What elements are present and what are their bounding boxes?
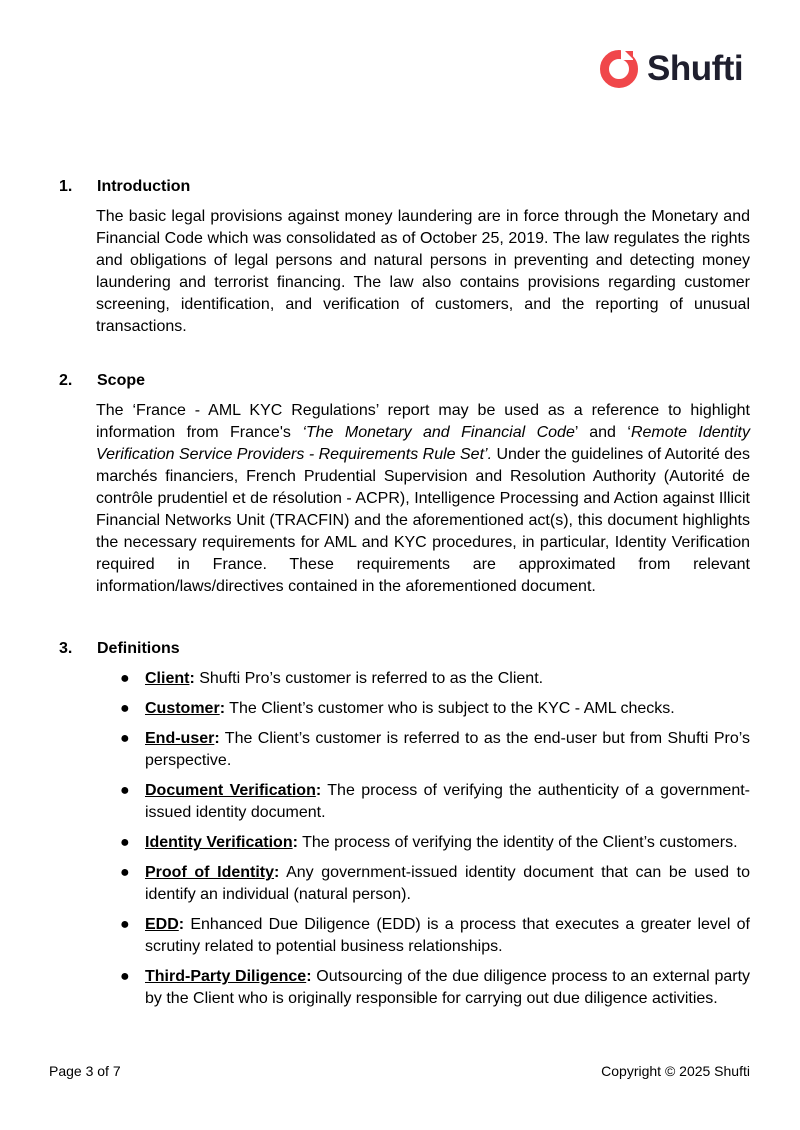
definition-text: Shufti Pro’s customer is referred to as the Client. — [194, 670, 544, 687]
definition-item: ● Client: Shufti Pro’s customer is referred to as the Client. — [96, 668, 750, 690]
definition-text: Any government-issued identity document that can be used to identify an individual (natural person). — [145, 864, 751, 903]
definitions-list — [96, 668, 750, 1018]
scope-italic-2: Remote Identity Verification Service Providers - Requirements Rule Set’. — [96, 424, 750, 463]
definition-term: Document Verification — [145, 782, 316, 799]
definition-term: Third-Party Diligence — [145, 968, 307, 985]
definition-item: ● Identity Verification: The process of verifying the identity of the Client’s customers. — [96, 832, 750, 854]
bullet-icon: ● — [120, 782, 130, 799]
section-heading-scope — [59, 370, 145, 392]
bullet-icon: ● — [120, 968, 130, 985]
introduction-paragraph: The basic legal provisions against money laundering are in force through the Monetary and Financial Code which was consolidated as of October 25, 2019. The law regulates the rights and obligations of legal persons and natural persons in preventing and detecting money laundering and terrorist financing. The law also contains provisions regarding customer screening, identification, and verification of customers, and the reporting of unusual transactions. — [96, 208, 750, 335]
definition-item: ● EDD: Enhanced Due Diligence (EDD) is a process that executes a greater level of scrutiny related to potential business relationships. — [120, 916, 750, 955]
scope-text-1: The ‘France - AML KYC Regulations’ report may be used as a reference to highlight information from France's — [96, 402, 750, 441]
definition-item: ● Document Verification: The process of verifying the authenticity of a government-issued identity document. — [120, 782, 751, 821]
scope-text-2: ’ and ‘ — [574, 424, 631, 441]
definition-term: Client — [145, 670, 190, 687]
bullet-icon: ● — [120, 864, 130, 881]
definition-text: Outsourcing of the due diligence process to an external party by the Client who is originally responsible for carrying out due diligence activities. — [145, 968, 751, 1007]
section-number: 3. — [59, 640, 73, 657]
definition-item: ● Proof of Identity: Any government-issued identity document that can be used to identify an individual (natural person). — [120, 864, 751, 903]
shufti-logo-icon — [599, 46, 641, 92]
section-title: Scope — [97, 372, 146, 389]
definition-item: ● End-user: The Client’s customer is referred to as the end-user but from Shufti Pro’s perspective. — [120, 730, 750, 769]
section-title: Definitions — [97, 640, 180, 657]
definition-term: Proof of Identity — [145, 864, 275, 881]
definition-item: ● Third-Party Diligence: Outsourcing of the due diligence process to an external party by the Client who is originally responsible for carrying out due diligence activities. — [120, 968, 751, 1007]
section-number: 2. — [59, 372, 73, 389]
section-title: Introduction — [97, 178, 191, 195]
definition-text: Enhanced Due Diligence (EDD) is a process that executes a greater level of scrutiny related to potential business relationships. — [145, 916, 750, 955]
brand-name: Shufti — [647, 49, 744, 88]
section-heading-introduction — [59, 176, 190, 198]
bullet-icon: ● — [120, 700, 130, 717]
copyright-notice: Copyright © 2025 Shufti — [601, 1063, 750, 1079]
definition-text: The process of verifying the identity of the Client’s customers. — [297, 834, 738, 851]
shufti-logo — [599, 46, 743, 92]
page-number: Page 3 of 7 — [49, 1063, 121, 1079]
scope-paragraph — [96, 400, 750, 598]
definition-text: The Client’s customer is referred to as the end-user but from Shufti Pro’s perspective. — [145, 730, 750, 769]
definition-term: Identity Verification — [145, 834, 293, 851]
definition-text: The process of verifying the authenticity of a government-issued identity document. — [145, 782, 751, 821]
scope-text-3: Under the guidelines of Autorité des marchés financiers, French Prudential Supervision and Resolution Authority (Autorité de contrôle prudentiel et de résolution - ACPR), Intelligence Processing and Action against Illicit Financial Networks Unit (TRACFIN) and the aforementioned act(s), this document highlights the necessary requirements for AML and KYC procedures, in particular, Identity Verification required in France. These requirements are approximated from relevant information/laws/directives contained in the aforementioned document. — [96, 446, 750, 595]
bullet-icon: ● — [120, 670, 130, 687]
definition-term: End-user — [145, 730, 215, 747]
bullet-icon: ● — [120, 916, 130, 933]
definition-term: Customer — [145, 700, 220, 717]
scope-italic-1: ‘The Monetary and Financial Code — [302, 424, 575, 441]
definition-item: ● Customer: The Client’s customer who is subject to the KYC - AML checks. — [96, 698, 750, 720]
section-heading-definitions — [59, 638, 180, 660]
bullet-icon: ● — [120, 730, 130, 747]
bullet-icon: ● — [120, 834, 130, 851]
definition-term: EDD — [145, 916, 179, 933]
section-number: 1. — [59, 178, 73, 195]
definition-text: The Client’s customer who is subject to the KYC - AML checks. — [225, 700, 675, 717]
